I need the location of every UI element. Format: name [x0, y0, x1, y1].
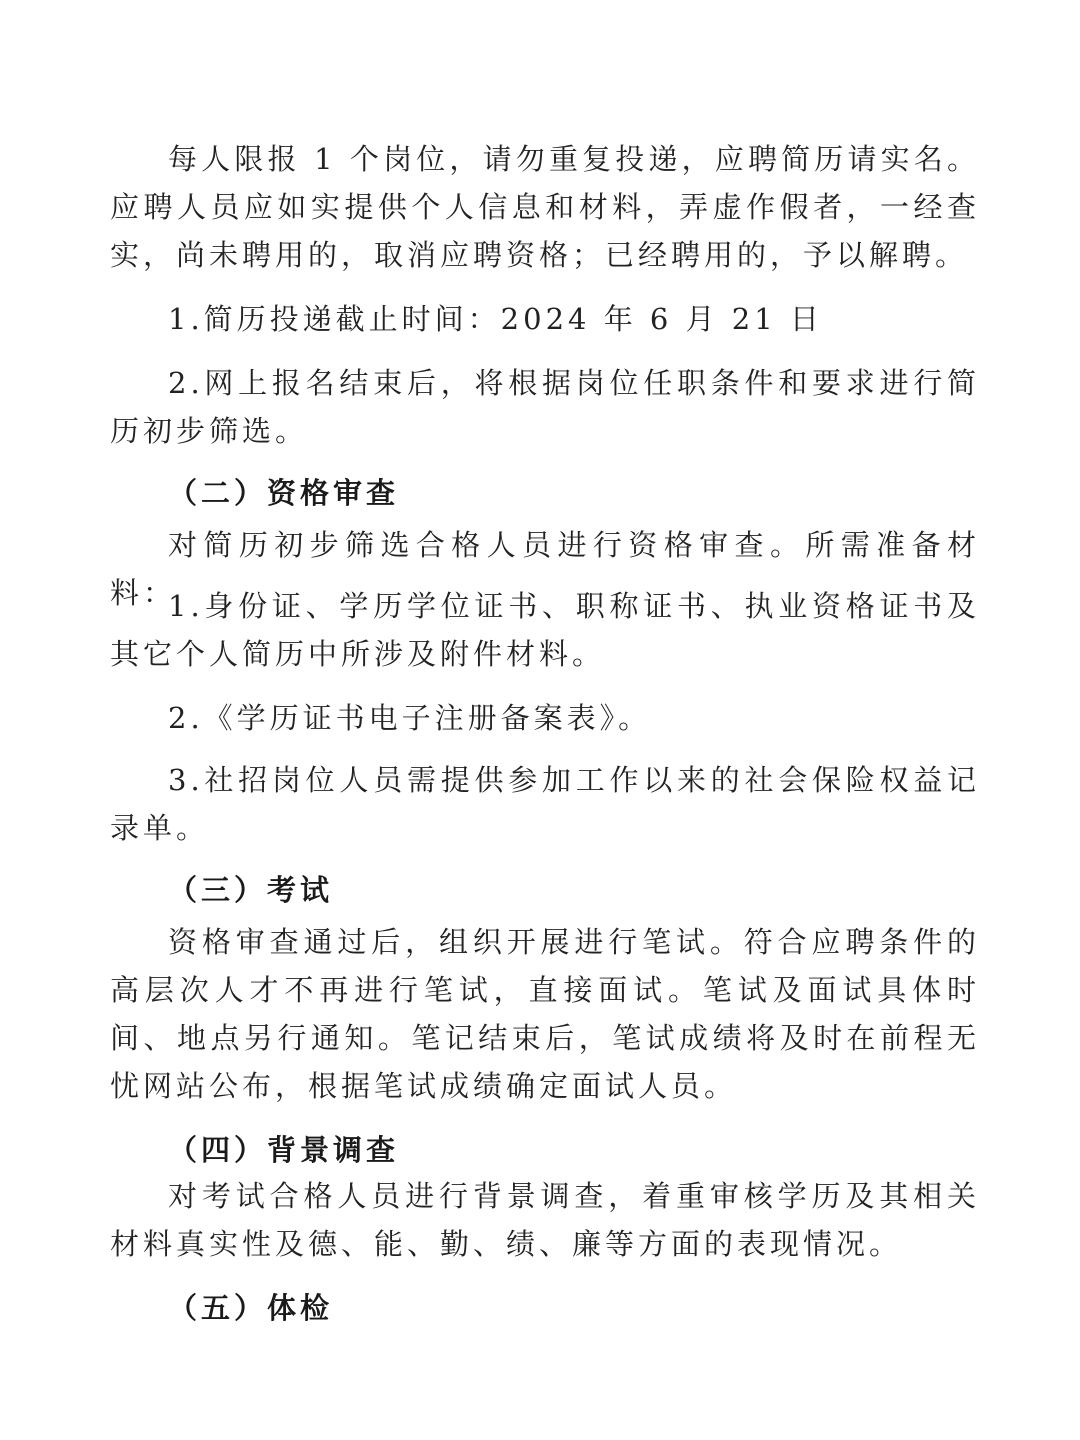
section-2-item-3: 3.社招岗位人员需提供参加工作以来的社会保险权益记录单。	[110, 763, 980, 845]
section-4-text: 对考试合格人员进行背景调查，着重审核学历及其相关材料真实性及德、能、勤、绩、廉等方面的表现情况。	[110, 1179, 980, 1261]
section-2-item-1: 1.身份证、学历学位证书、职称证书、执业资格证书及其它个人简历中所涉及附件材料。	[110, 589, 980, 671]
section-2-item-2: 2.《学历证书电子注册备案表》。	[168, 701, 652, 735]
section-5-heading: （五）体检	[168, 1291, 334, 1325]
section-2-heading: （二）资格审查	[168, 476, 400, 510]
deadline-item: 1.简历投递截止时间：2024 年 6 月 21 日	[168, 302, 823, 336]
screening-item: 2.网上报名结束后，将根据岗位任职条件和要求进行简历初步筛选。	[110, 366, 980, 448]
section-3-text: 资格审查通过后，组织开展进行笔试。符合应聘条件的高层次人才不再进行笔试，直接面试。笔试及面试具体时间、地点另行通知。笔记结束后，笔试成绩将及时在前程无忧网站公布，根据笔试成绩确定面试人员。	[110, 925, 980, 1103]
section-4-heading: （四）背景调查	[168, 1133, 400, 1167]
section-2-intro: 对简历初步筛选合格人员进行资格审查。所需准备材料：	[110, 528, 980, 610]
intro-paragraph: 每人限报 1 个岗位，请勿重复投递，应聘简历请实名。应聘人员应如实提供个人信息和材料，弄虚作假者，一经查实，尚未聘用的，取消应聘资格；已经聘用的，予以解聘。	[110, 142, 980, 272]
section-3-heading: （三）考试	[168, 873, 334, 907]
